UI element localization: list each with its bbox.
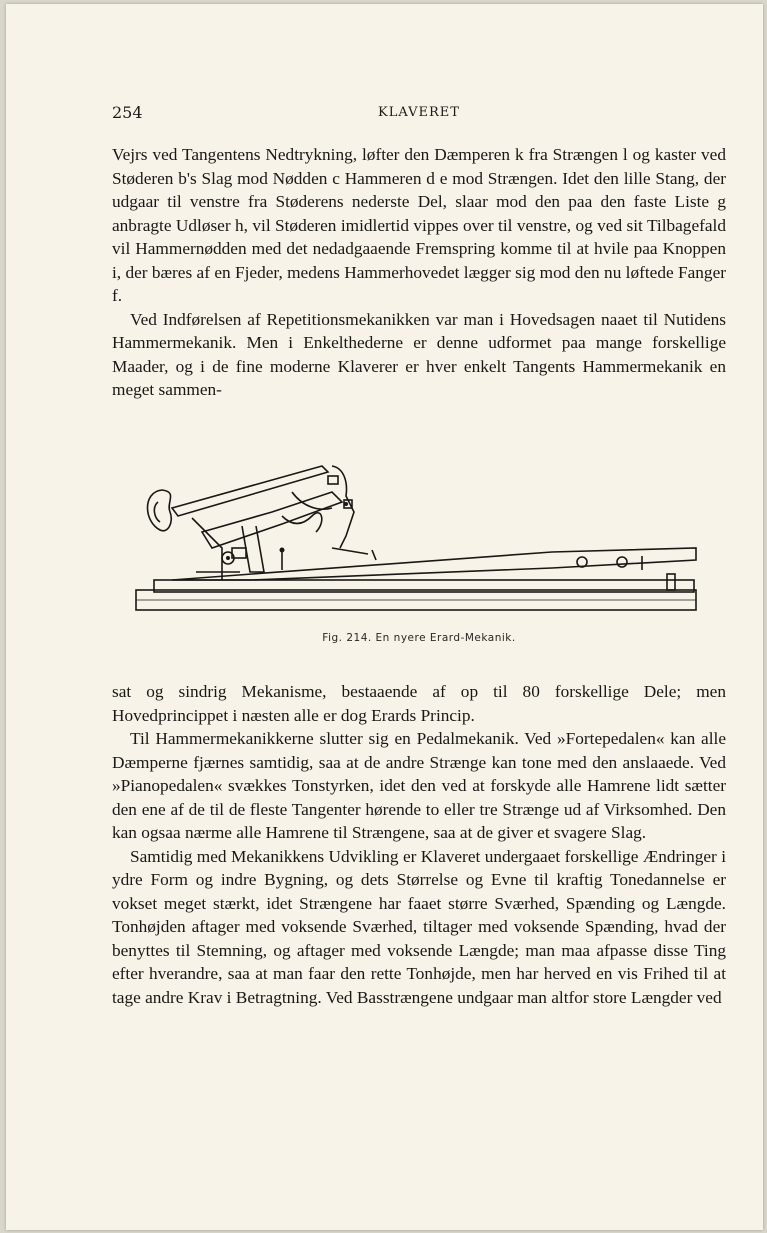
page-number: 254 (112, 103, 143, 122)
text-block-bottom (112, 680, 726, 1009)
figure-caption: Fig. 214. En nyere Erard-Mekanik. (322, 632, 516, 644)
book-page (6, 4, 763, 1230)
paragraph-2: Ved Indførelsen af Repetitionsmekanikken var man i Hovedsagen naaet til Nutidens Hammermekanik. Men i Enkelthederne er denne udformet paa mange forskellige Maader, og i de fine moderne Klaverer er hver enkelt Tangents Hammermekanik en meget sammen- (112, 309, 726, 399)
erard-mechanism-illustration (132, 452, 702, 622)
paragraph-4: Til Hammermekanikkerne slutter sig en Pedalmekanik. Ved »Fortepedalen« kan alle Dæmperne fjærnes samtidig, saa at de andre Strænge kan tone med den anslaaede. Ved »Pianopedalen« svækkes Tonstyrken, idet den ved at forskyde alle Hamrene lidt sætter den ene af de til de fleste Tangenter hørende to eller tre Strænge ud af Virksomhed. Den kan ogsaa nærme alle Hamrene til Strængene, saa at de giver et svagere Slag. (112, 729, 726, 842)
paragraph-1: Vejrs ved Tangentens Nedtrykning, løfter den Dæmperen k fra Strængen l og kaster ved Støderen b's Slag mod Nødden c Hammeren d e mod Strængen. Idet den lille Stang, der udgaar til venstre fra Støderens nederste Del, slaar mod den paa den faste Liste g anbragte Udløser h, vil Støderen imidlertid vippes over til venstre, og ved sit Tilbagefald vil Hammernødden med det nedadgaaende Fremspring komme til at hvile paa Knoppen i, der bæres af en Fjeder, medens Hammerhovedet lægger sig mod den nu løftede Fanger f. (112, 145, 726, 305)
page-header (112, 103, 726, 127)
paragraph-5: Samtidig med Mekanikkens Udvikling er Klaveret undergaaet forskellige Ændringer i ydre Form og indre Bygning, og dets Størrelse og Evne til kraftig Tonedannelse er vokset meget stærkt, idet Strængene har faaet større Sværhed, Spænding og Længde. Tonhøjden aftager med voksende Sværhed, tiltager med voksende Spænding, hvad der benyttes til Stemning, og aftager med voksende Længde; man maa afpasse disse Ting efter hverandre, saa at man faar den rette Tonhøjde, men har herved en vis Frihed til at tage andre Krav i Betragtning. Ved Basstrængene undgaar man altfor store Længder ved (112, 846, 726, 1007)
paragraph-3: sat og sindrig Mekanisme, bestaaende af op til 80 forskellige Dele; men Hovedprincippet i næsten alle er dog Erards Princip. (112, 682, 726, 725)
text-block-top (112, 143, 726, 402)
running-head: KLAVERET (378, 105, 460, 120)
